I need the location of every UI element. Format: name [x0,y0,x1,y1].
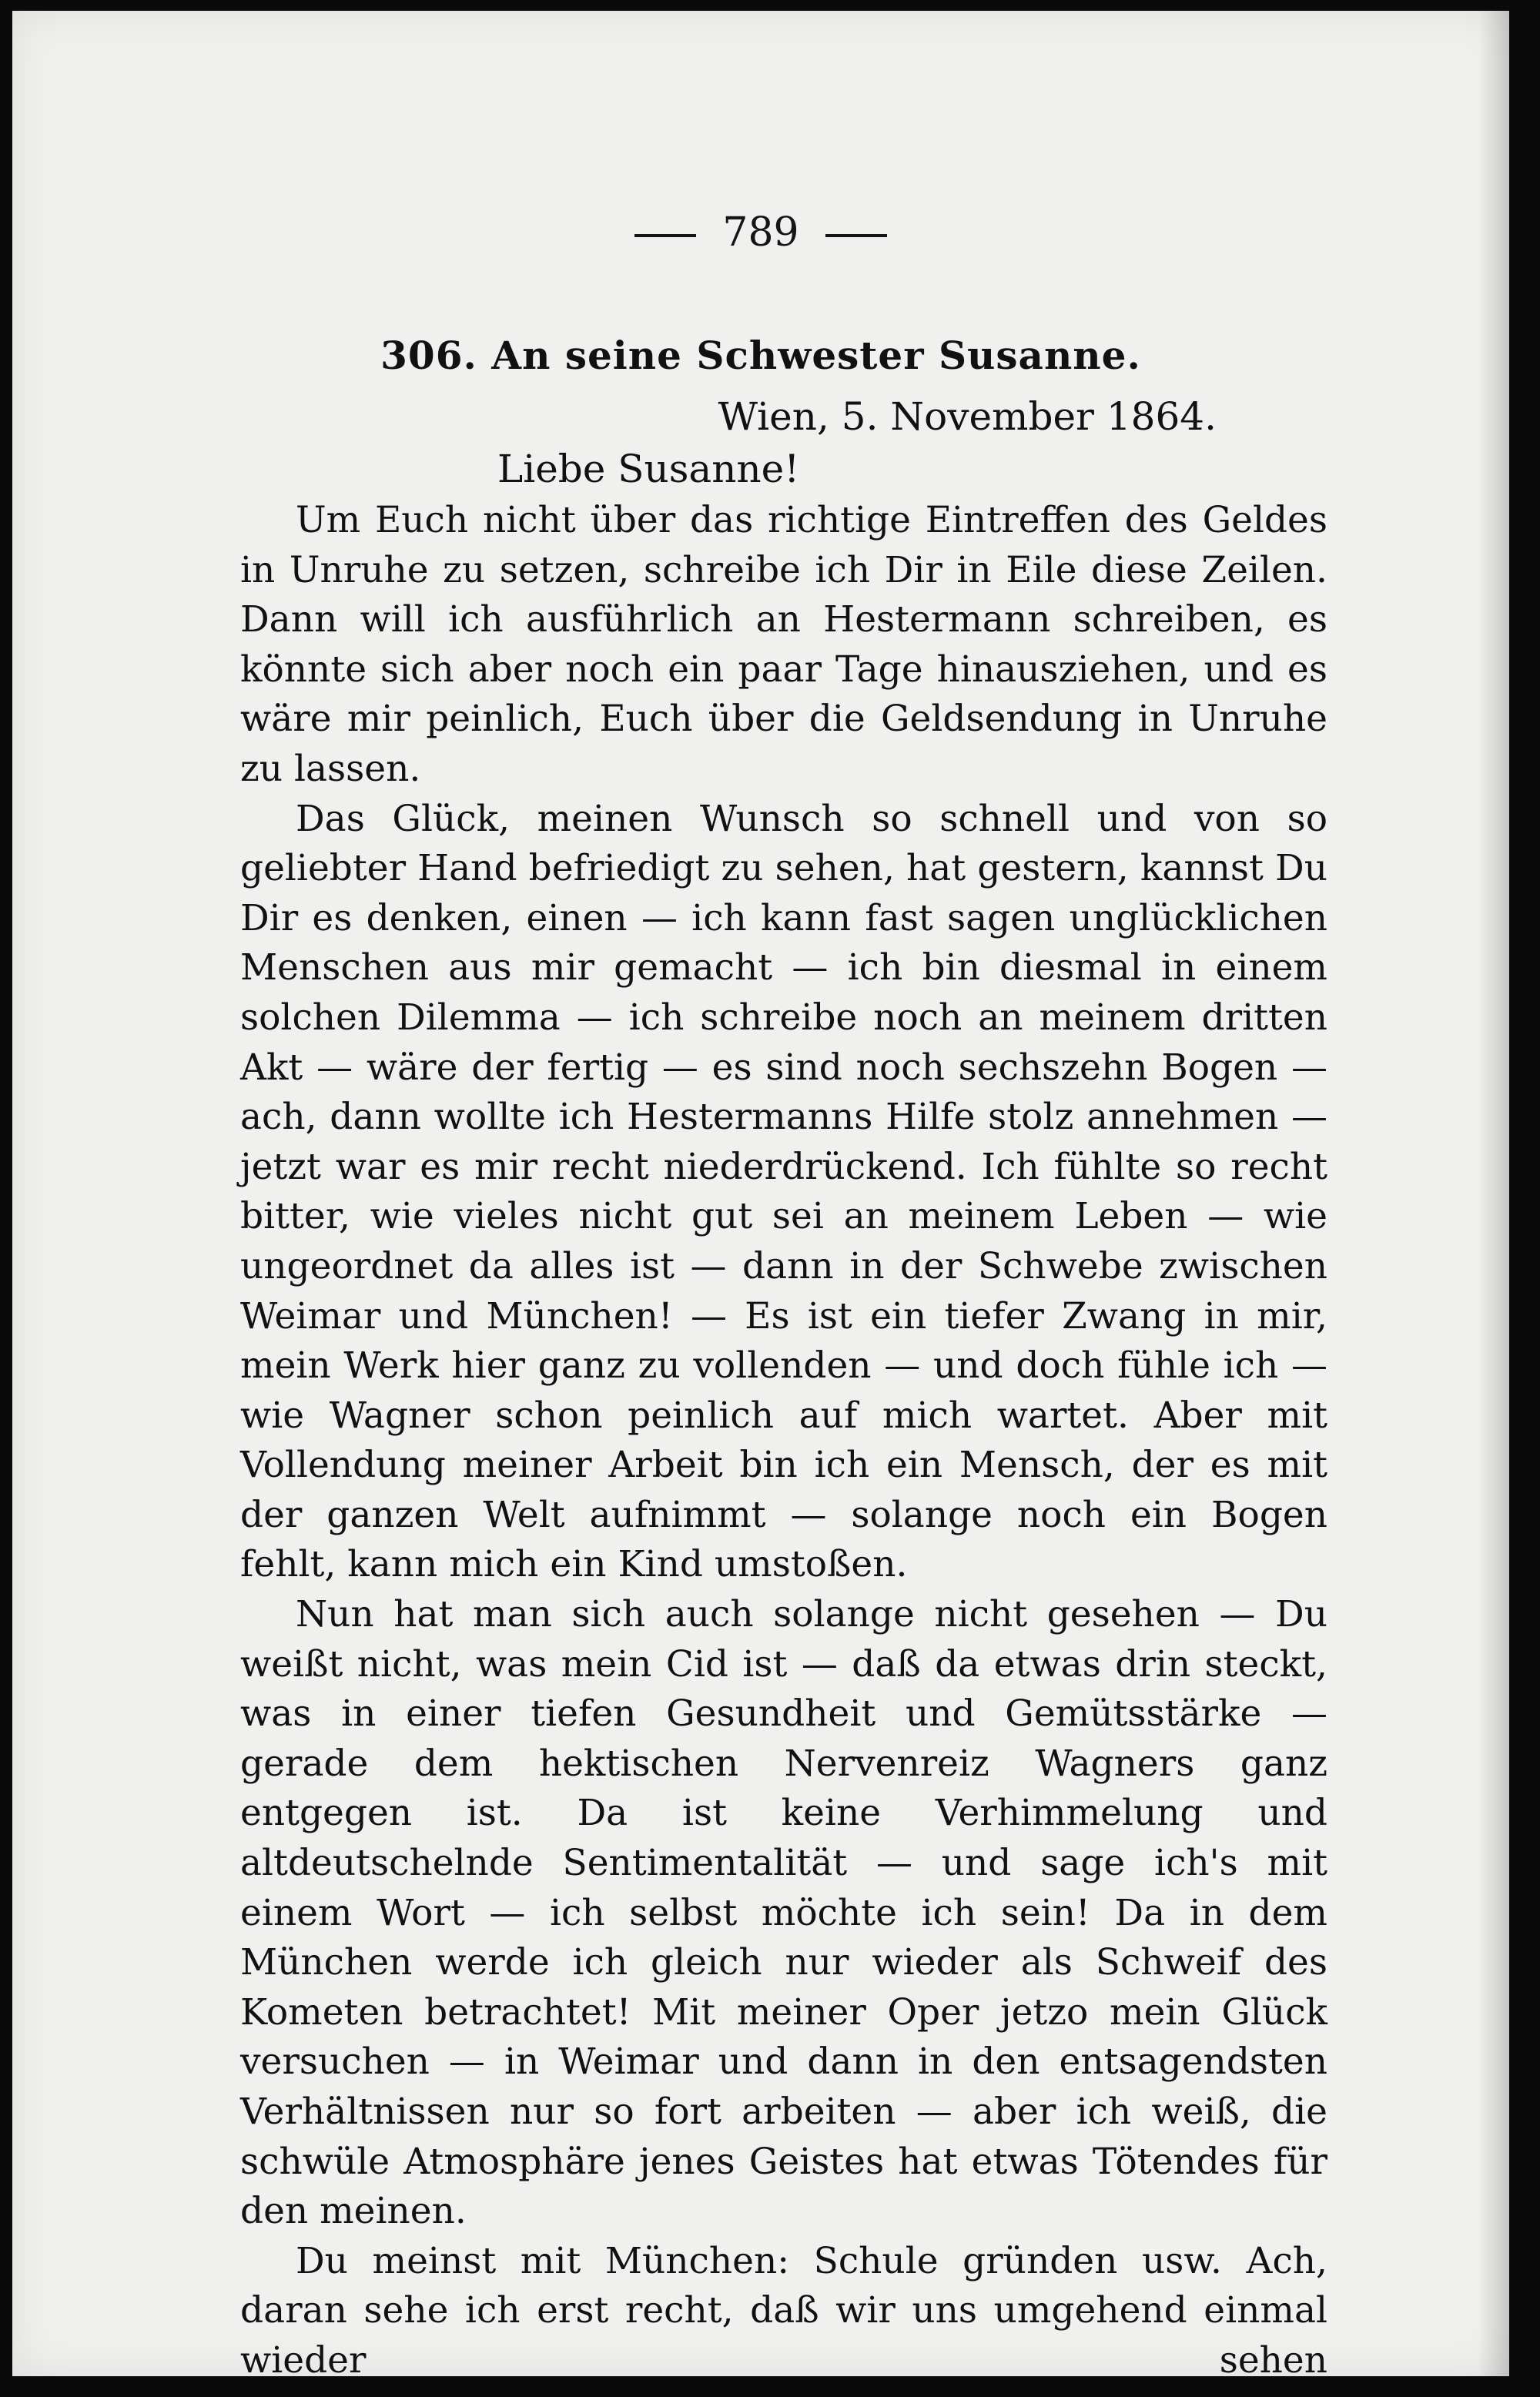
paragraph: Du meinst mit München: Schule gründen usw. Ach, daran sehe ich erst recht, daß wir uns umgehend einmal wieder sehen [240,2239,1327,2382]
letter-title: 306. An seine Schwester Susanne. [380,333,1141,378]
letter-body [240,496,1327,2386]
letter-dateline: Wien, 5. November 1864. [718,394,1217,439]
page-number: 789 [722,209,799,256]
letter-salutation: Liebe Susanne! [497,447,800,491]
book-page [12,11,1509,2382]
paragraph: Das Glück, meinen Wunsch so schnell und von so geliebter Hand befriedigt zu sehen, hat gestern, kannst Du Dir es denken, einen — ich kann fast sagen unglücklichen Menschen aus mir gemacht — ich bin diesmal in einem solchen Dilemma — ich schreibe noch an meinem dritten Akt — wäre der fertig — es sind noch sechszehn Bogen — ach, dann wollte ich Hestermanns Hilfe stolz annehmen — jetzt war es mir recht niederdrückend. Ich fühlte so recht bitter, wie vieles nicht gut sei an meinem Leben — wie ungeordnet da alles ist — dann in der Schwebe zwischen Weimar und München! — Es ist ein tiefer Zwang in mir, mein Werk hier ganz zu vollenden — und doch fühle ich — wie Wagner schon peinlich auf mich wartet. Aber mit Vollendung meiner Arbeit bin ich ein Mensch, der es mit der ganzen Welt aufnimmt — solange noch ein Bogen fehlt, kann mich ein Kind umstoßen. [240,797,1327,1586]
paragraph: Um Euch nicht über das richtige Eintreffen des Geldes in Unruhe zu setzen, schreibe ich Dir in Eile diese Zeilen. Dann will ich ausführlich an Hestermann schreiben, es könnte sich aber noch ein paar Tage hinausziehen, und es wäre mir peinlich, Euch über die Geldsendung in Unruhe zu lassen. [240,499,1327,790]
ornament-right-icon [825,234,887,237]
page-header [12,209,1509,256]
paragraph: Nun hat man sich auch solange nicht gesehen — Du weißt nicht, was mein Cid ist — daß da etwas drin steckt, was in einer tiefen Gesundheit und Gemütsstärke — gerade dem hektischen Nervenreiz Wagners ganz entgegen ist. Da ist keine Verhimmelung und altdeutschelnde Sentimentalität — und sage ich's mit einem Wort — ich selbst möchte ich sein! Da in dem München werde ich gleich nur wieder als Schweif des Kometen betrachtet! Mit meiner Oper jetzo mein Glück versuchen — in Weimar und dann in den entsagendsten Verhältnissen nur so fort arbeiten — aber ich weiß, die schwüle Atmosphäre jenes Geistes hat etwas Tötendes für den meinen. [240,1593,1327,2233]
ornament-left-icon [634,234,696,237]
